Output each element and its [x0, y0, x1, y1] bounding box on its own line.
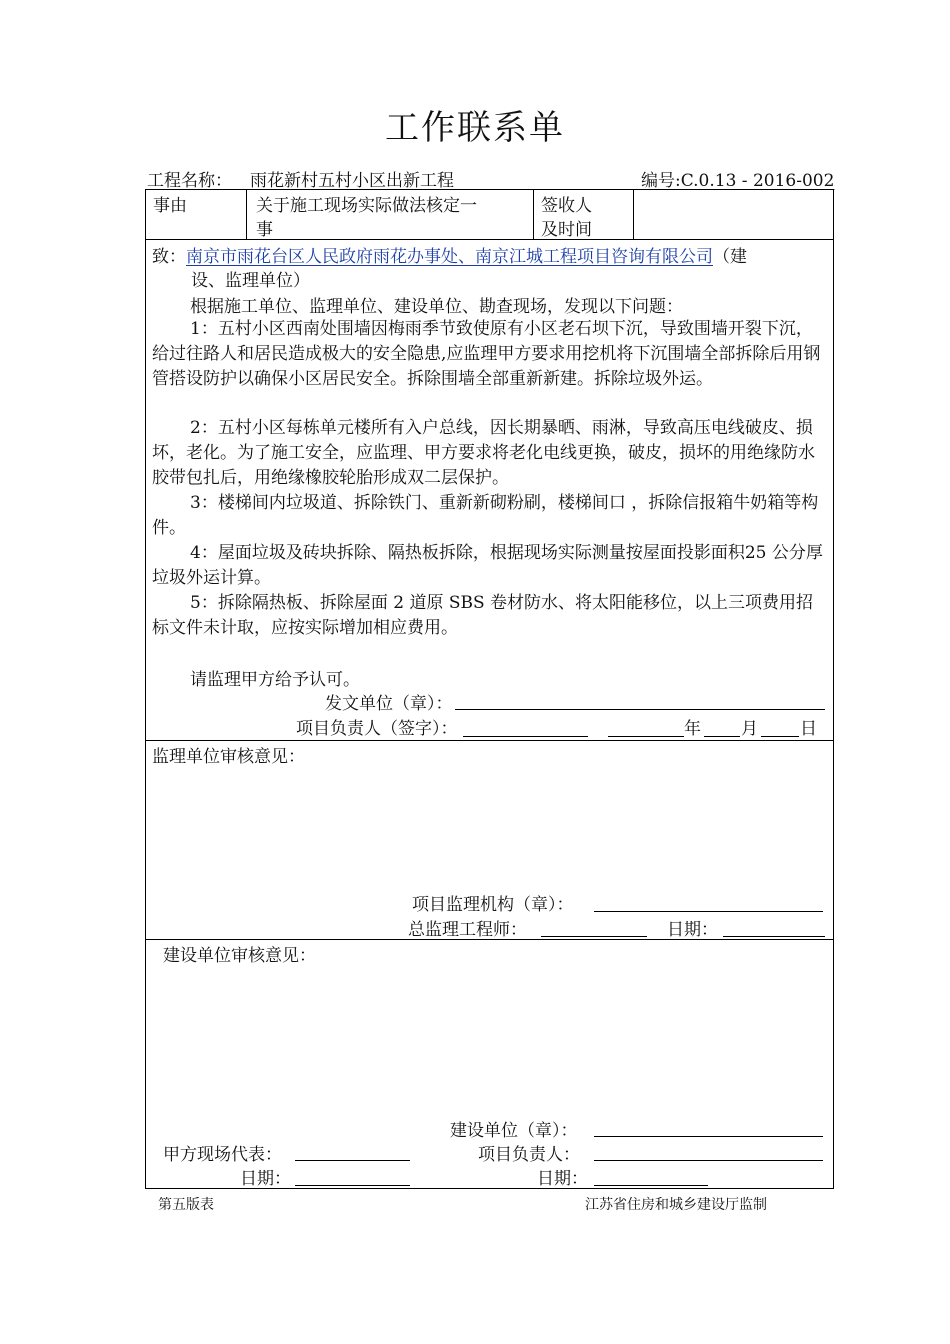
issue-item-1: 1：五村小区西南处围墙因梅雨季节致使原有小区老石坝下沉，导致围墙开裂下沉，给过往路人和居民造成极大的安全隐患,应监理甲方要求用挖机将下沉围墙全部拆除后用钢管搭设防护以确保小区居民安全。拆除围墙全部重新新建。拆除垃圾外运。 — [152, 319, 821, 389]
row1-bottom-line — [145, 239, 834, 240]
supervision-bottom-line — [145, 939, 834, 940]
number-year: 2016-002 — [752, 171, 835, 191]
owner-rep-label: 甲方现场代表： — [163, 1145, 282, 1165]
construction-manager-label: 项目负责人： — [478, 1145, 580, 1165]
owner-rep-line[interactable] — [295, 1160, 410, 1161]
issue-item-3: 3：楼梯间内垃圾道、拆除铁门、重新新砌粉刷，楼梯间口 ，拆除信报箱牛奶箱等构件。 — [152, 493, 819, 538]
owner-date-line[interactable] — [295, 1185, 410, 1186]
manager-label: 项目负责人（签字）： — [296, 719, 458, 739]
receiver-label-1: 签收人 — [541, 196, 592, 216]
letter-recipient — [152, 242, 747, 267]
owner-date-label: 日期： — [240, 1169, 291, 1189]
construction-manager-line[interactable] — [594, 1160, 823, 1161]
letter-bottom-line — [145, 740, 834, 741]
issuer-signature-line[interactable] — [455, 709, 825, 710]
recipient-units: 南京市雨花台区人民政府雨花办事处、南京江城工程项目咨询有限公司 — [186, 247, 713, 267]
month-field-line[interactable] — [704, 736, 740, 737]
document-number — [641, 166, 834, 191]
supervision-org-label: 项目监理机构（章）： — [412, 895, 574, 915]
letter-intro: 根据施工单位、监理单位、建设单位、勘查现场，发现以下问题： — [190, 297, 683, 317]
row1-divider-3 — [633, 189, 634, 239]
number-mid: 3 — [725, 171, 737, 191]
construction-heading: 建设单位审核意见： — [163, 946, 316, 966]
chief-engineer-label: 总监理工程师： — [408, 920, 527, 940]
row1-divider-2 — [533, 189, 534, 239]
receiver-label-2: 及时间 — [541, 220, 592, 240]
row1-divider-1 — [246, 189, 247, 239]
number-sep: - — [736, 171, 753, 191]
issue-item-5: 5：拆除隔热板、拆除屋面 2 道原 SBS 卷材防水、将太阳能移位，以上三项费用招标文件未计取，应按实际增加相应费用。 — [152, 593, 814, 638]
chief-engineer-line[interactable] — [541, 936, 647, 937]
footer-version: 第五版表 — [158, 1197, 214, 1213]
request-approval: 请监理甲方给予认可。 — [190, 670, 360, 690]
construction-unit-label: 建设单位（章）： — [450, 1121, 578, 1141]
number-label: 编号: — [641, 171, 681, 191]
supervision-heading: 监理单位审核意见： — [152, 747, 305, 767]
recipient-prefix: 致： — [152, 247, 186, 267]
year-label: 年 — [684, 719, 701, 739]
year-field-line[interactable] — [608, 736, 684, 737]
project-name-value: 雨花新村五村小区出新工程 — [250, 171, 454, 191]
manager-signature-line[interactable] — [463, 736, 588, 737]
supervision-date-label: 日期： — [667, 920, 718, 940]
number-prefix: C.0.1 — [680, 171, 726, 191]
recipient-suffix: （建 — [713, 247, 747, 267]
construction-date-line[interactable] — [594, 1185, 708, 1186]
subject-line-1: 关于施工现场实际做法核定一 — [256, 196, 477, 216]
document-title: 工作联系单 — [385, 108, 565, 148]
month-label: 月 — [741, 719, 758, 739]
recipient-suffix-line2: 设、监理单位） — [191, 271, 310, 291]
supervision-date-line[interactable] — [723, 936, 825, 937]
issue-item-2: 2：五村小区每栋单元楼所有入户总线，因长期暴晒、雨淋，导致高压电线破皮、损坏，老化。为了施工安全，应监理、甲方要求将老化电线更换，破皮，损坏的用绝缘防水胶带包扎后，用绝缘橡胶轮胎形成双二层保护。 — [152, 418, 815, 488]
construction-date-label: 日期： — [537, 1169, 588, 1189]
construction-unit-line[interactable] — [594, 1136, 823, 1137]
subject-label: 事由 — [153, 196, 187, 216]
footer-issuer: 江苏省住房和城乡建设厅监制 — [585, 1197, 767, 1213]
subject-line-2: 事 — [256, 220, 273, 240]
issue-item-4: 4：屋面垃圾及砖块拆除、隔热板拆除，根据现场实际测量按屋面投影面积25 公分厚垃圾外运计算。 — [152, 543, 823, 588]
day-field-line[interactable] — [761, 736, 799, 737]
supervision-org-line[interactable] — [594, 911, 823, 912]
project-name-label: 工程名称： — [147, 171, 232, 191]
issuer-label: 发文单位（章）： — [325, 694, 453, 714]
day-label: 日 — [800, 719, 817, 739]
